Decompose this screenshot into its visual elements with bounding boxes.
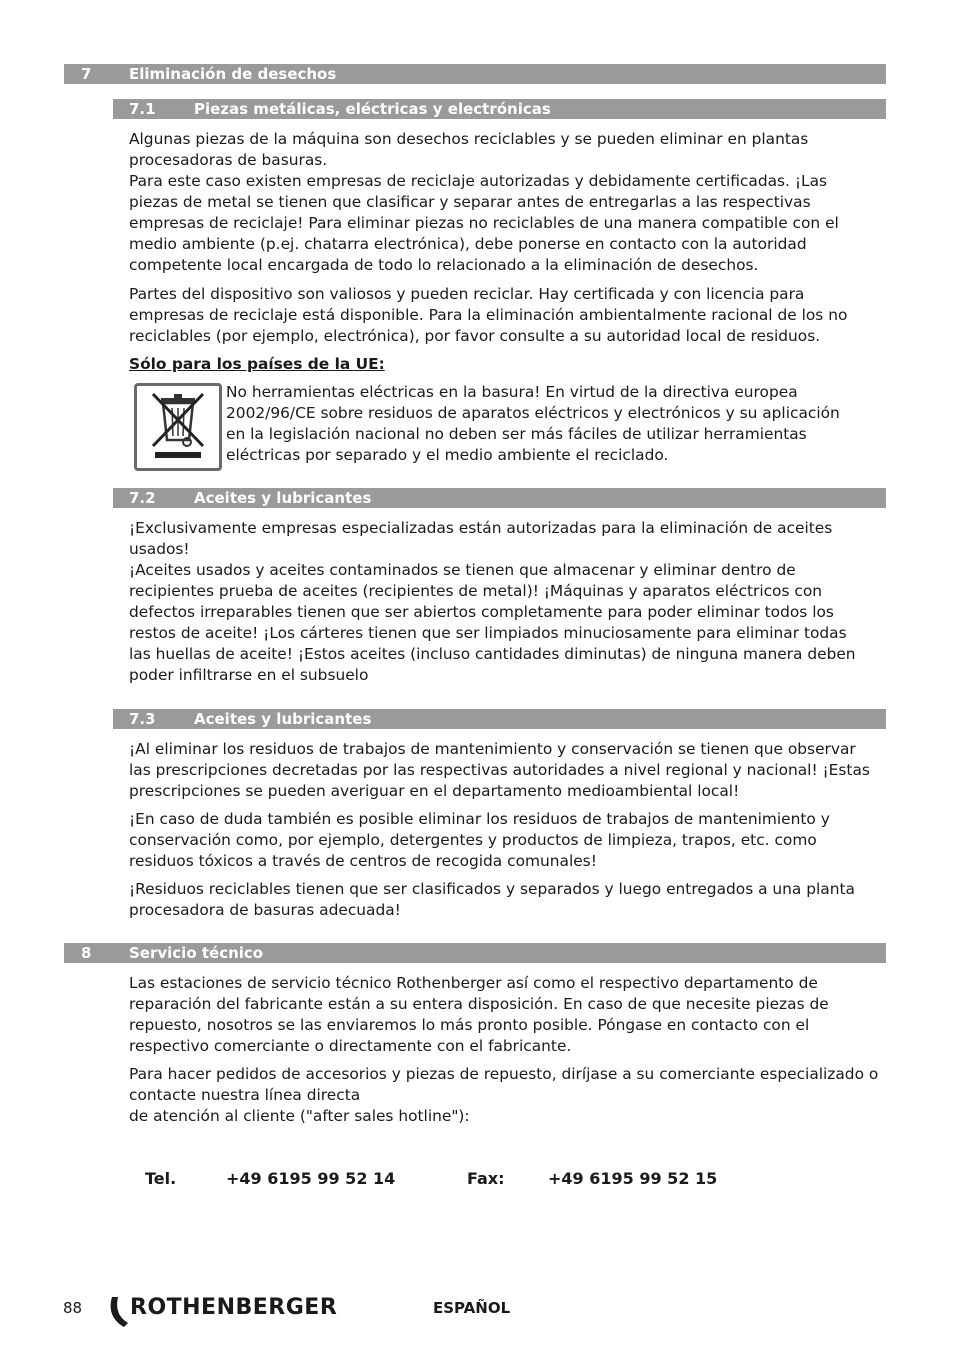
text-line: repuesto, nosotros se las enviaremos lo más pronto posible. Póngase en contacto con el: [129, 1016, 810, 1034]
tel-label: Tel.: [145, 1169, 177, 1188]
text-line: las huellas de aceite! ¡Estos aceites (incluso cantidades diminutas) de ninguna manera deben: [129, 645, 856, 663]
text-line: reciclables (por ejemplo, electrónica), por favor consulte a su autoridad local de residuos.: [129, 327, 821, 345]
text-line: Partes del dispositivo son valiosos y pueden reciclar. Hay certificada y con licencia para: [129, 285, 805, 303]
text-line: ¡En caso de duda también es posible eliminar los residuos de trabajos de mantenimiento y: [129, 810, 830, 828]
section-number: 7.1: [129, 100, 156, 118]
paragraph-used-oils: [129, 518, 874, 686]
paragraph-recyclable-waste: [129, 879, 874, 921]
text-line: piezas de metal se tienen que clasificar y separar antes de entregarlas a las respectivas: [129, 193, 811, 211]
section-title: Aceites y lubricantes: [194, 489, 372, 507]
text-line: competente local encargada de todo lo relacionado a la eliminación de desechos.: [129, 256, 759, 274]
text-line: ¡Residuos reciclables tienen que ser clasificados y separados y luego entregados a una planta: [129, 880, 855, 898]
section-title: Piezas metálicas, eléctricas y electrónicas: [194, 100, 551, 118]
text-line: defectos irreparables tienen que ser abiertos completamente para poder eliminar todos los: [129, 603, 834, 621]
text-line: 2002/96/CE sobre residuos de aparatos eléctricos y electrónicos y su aplicación: [226, 404, 840, 422]
weee-symbol: [134, 383, 222, 471]
text-line: restos de aceite! ¡Los cárteres tienen que ser limpiados minuciosamente para eliminar todas: [129, 624, 847, 642]
text-line: contacte nuestra línea directa: [129, 1086, 361, 1104]
text-line: las prescripciones decretadas por las respectivas autoridades a nivel regional y nacional! ¡Estas: [129, 761, 870, 779]
section-title: Eliminación de desechos: [129, 65, 337, 83]
paragraph-eu-directive: [226, 382, 866, 466]
section-number: 7: [81, 65, 92, 83]
text-line: respectivo comerciante o directamente con el fabricante.: [129, 1037, 572, 1055]
text-line: Las estaciones de servicio técnico Rothenberger así como el respectivo departamento de: [129, 974, 818, 992]
text-line: empresas de reciclaje! Para eliminar piezas no reciclables de una manera compatible con el: [129, 214, 839, 232]
text-line: Para este caso existen empresas de reciclaje autorizadas y debidamente certificadas. ¡Las: [129, 172, 828, 190]
text-line: No herramientas eléctricas en la basura! En virtud de la directiva europea: [226, 383, 798, 401]
text-line: empresas de reciclaje está disponible. Para la eliminación ambientalmente racional de los no: [129, 306, 848, 324]
text-line: de atención al cliente ("after sales hotline"):: [129, 1107, 470, 1125]
section-7-1-header: [113, 99, 886, 119]
paragraph-spare-parts: [129, 1064, 879, 1127]
crossed-out-wheelie-bin-icon: [137, 386, 219, 468]
section-number: 8: [81, 944, 92, 962]
language-label: ESPAÑOL: [433, 1299, 511, 1317]
section-7-header: [64, 64, 886, 84]
section-8-header: [64, 943, 886, 963]
text-line: Algunas piezas de la máquina son desechos reciclables y se pueden eliminar en plantas: [129, 130, 809, 148]
paragraph-toxic-waste: [129, 809, 874, 872]
text-line: procesadoras de basuras.: [129, 151, 328, 169]
text-line: reparación del fabricante están a su entera disposición. En caso de que necesite piezas de: [129, 995, 829, 1013]
eu-only-heading: Sólo para los países de la UE:: [129, 355, 385, 373]
text-line: Para hacer pedidos de accesorios y piezas de repuesto, diríjase a su comerciante especializado o: [129, 1065, 879, 1083]
text-line: procesadora de basuras adecuada!: [129, 901, 401, 919]
text-line: poder infiltrarse en el subsuelo: [129, 666, 369, 684]
text-line: residuos tóxicos a través de centros de recogida comunales!: [129, 852, 597, 870]
fax-label: Fax:: [467, 1169, 505, 1188]
text-line: ¡Al eliminar los residuos de trabajos de mantenimiento y conservación se tienen que observar: [129, 740, 856, 758]
text-line: recipientes prueba de aceites (recipientes de metal)! ¡Máquinas y aparatos eléctricos con: [129, 582, 823, 600]
text-line: ¡Aceites usados y aceites contaminados se tienen que almacenar y eliminar dentro de: [129, 561, 796, 579]
paragraph-maintenance-waste: [129, 739, 874, 802]
section-number: 7.3: [129, 710, 156, 728]
tel-number: +49 6195 99 52 14: [226, 1169, 396, 1188]
paragraph-valuable-parts: [129, 284, 874, 347]
brand-name: ROTHENBERGER: [130, 1295, 338, 1320]
section-7-3-header: [113, 709, 886, 729]
text-line: ¡Exclusivamente empresas especializadas están autorizadas para la eliminación de aceites: [129, 519, 833, 537]
text-line: eléctricas por separado y el medio ambiente el reciclado.: [226, 446, 669, 464]
section-number: 7.2: [129, 489, 156, 507]
paragraph-service-stations: [129, 973, 874, 1057]
fax-number: +49 6195 99 52 15: [548, 1169, 718, 1188]
brand-logo: [108, 1293, 348, 1333]
text-line: en la legislación nacional no deben ser más fáciles de utilizar herramientas: [226, 425, 807, 443]
text-line: medio ambiente (p.ej. chatarra electrónica), debe ponerse en contacto con la autoridad: [129, 235, 807, 253]
section-7-2-header: [113, 488, 886, 508]
text-line: usados!: [129, 540, 190, 558]
section-title: Aceites y lubricantes: [194, 710, 372, 728]
section-title: Servicio técnico: [129, 944, 264, 962]
text-line: prescripciones se pueden averiguar en el departamento medioambiental local!: [129, 782, 740, 800]
paragraph-recyclable-parts: [129, 129, 874, 276]
text-line: conservación como, por ejemplo, detergentes y productos de limpieza, trapos, etc. como: [129, 831, 817, 849]
page-number: 88: [63, 1299, 83, 1317]
